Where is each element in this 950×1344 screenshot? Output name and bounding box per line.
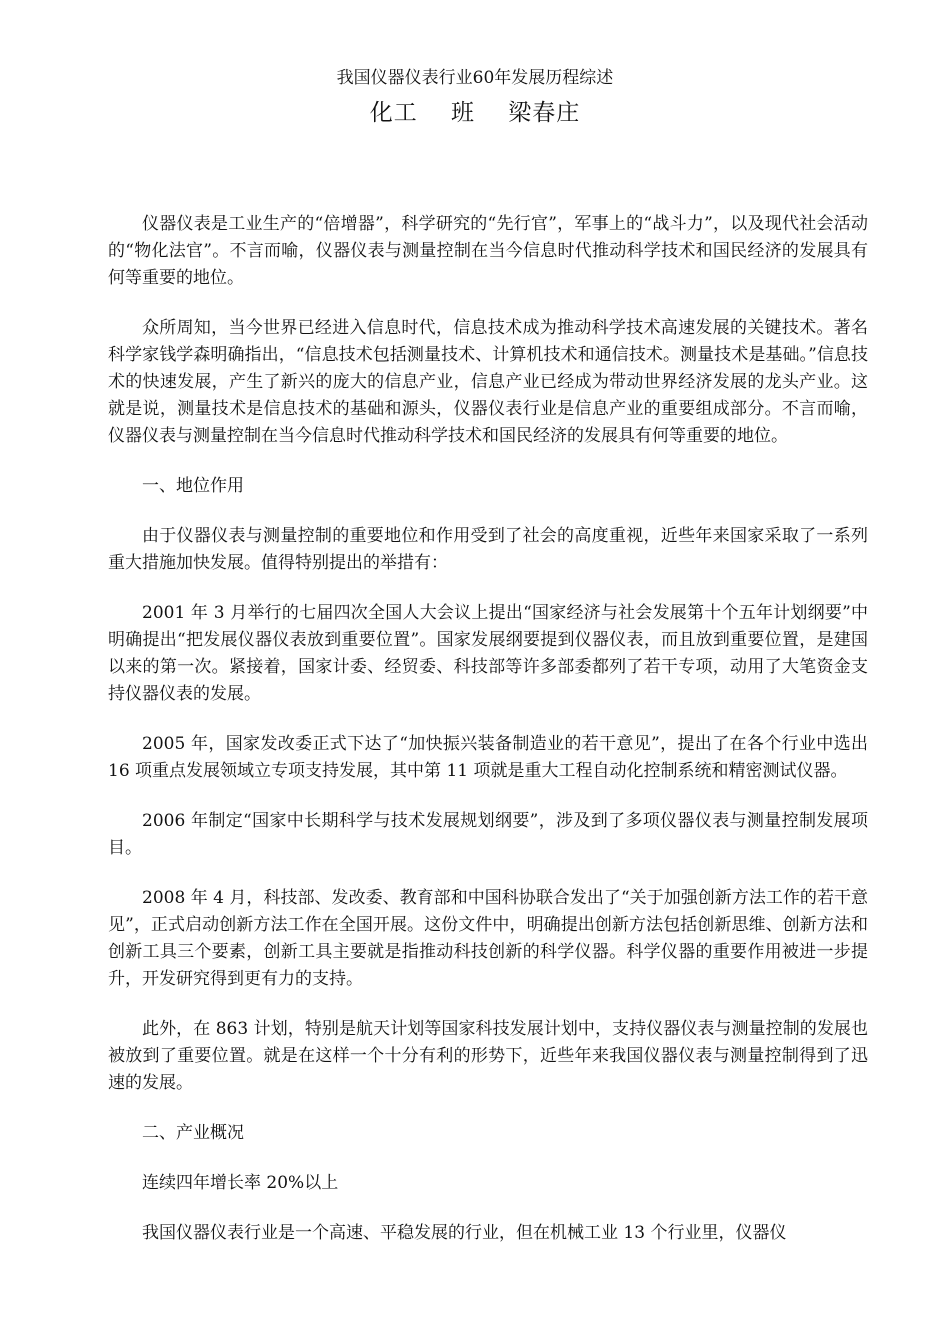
paragraph-industry-overview: 我国仪器仪表行业是一个高速、平稳发展的行业，但在机械工业 13 个行业里，仪器仪 bbox=[142, 1223, 787, 1243]
paragraph-2006: 2006 年制定“国家中长期科学与技术发展规划纲要”，涉及到了多项仪器仪表与测量控制发展项目。 bbox=[108, 811, 868, 858]
paragraph-2001: 2001 年 3 月举行的七届四次全国人大会议上提出“国家经济与社会发展第十个五年计划纲要”中明确提出“把发展仪器仪表放到重要位置”。国家发展纲要提到仪器仪表，而且放到重要位置，是建国以来的第一次。紧接着，国家计委、经贸委、科技部等许多部委都列了若干专项，动用了大笔资金支持仪器仪表的发展。 bbox=[108, 603, 868, 704]
section-heading-role: 一、地位作用 bbox=[142, 476, 244, 496]
paragraph-2008: 2008 年 4 月，科技部、发改委、教育部和中国科协联合发出了“关于加强创新方法工作的若干意见”，正式启动创新方法工作在全国开展。这份文件中，明确提出创新方法包括创新思维、创新方法和创新工具三个要素，创新工具主要就是指推动科技创新的科学仪器。科学仪器的重要作用被进一步提升，开发研究得到更有力的支持。 bbox=[108, 888, 868, 989]
paragraph-measures: 由于仪器仪表与测量控制的重要地位和作用受到了社会的高度重视，近些年来国家采取了一系列重大措施加快发展。值得特别提出的举措有： bbox=[108, 526, 868, 573]
paragraph-2005: 2005 年，国家发改委正式下达了“加快振兴装备制造业的若干意见”，提出了在各个行业中选出 16 项重点发展领域立专项支持发展，其中第 11 项就是重大工程自动化控制系统和精密测试仪器。 bbox=[108, 734, 868, 781]
document-body bbox=[108, 211, 868, 1270]
document-title: 我国仪器仪表行业60年发展历程综述 bbox=[336, 68, 614, 88]
paragraph-information-age: 众所周知，当今世界已经进入信息时代，信息技术成为推动科学技术高速发展的关键技术。著名科学家钱学森明确指出，“信息技术包括测量技术、计算机技术和通信技术。测量技术是基础。”信息技术的快速发展，产生了新兴的庞大的信息产业，信息产业已经成为带动世界经济发展的龙头产业。这就是说，测量技术是信息技术的基础和源头，仪器仪表行业是信息产业的重要组成部分。不言而喻，仪器仪表与测量控制在当今信息时代推动科学技术和国民经济的发展具有何等重要的地位。 bbox=[108, 318, 868, 446]
section-heading-industry: 二、产业概况 bbox=[142, 1123, 244, 1143]
document-author: 化工 班 梁春庄 bbox=[369, 100, 581, 126]
paragraph-intro: 仪器仪表是工业生产的“倍增器”，科学研究的“先行官”，军事上的“战斗力”，以及现代社会活动的“物化法官”。不言而喻，仪器仪表与测量控制在当今信息时代推动科学技术和国民经济的发展具有何等重要的地位。 bbox=[108, 214, 868, 288]
subheading-growth: 连续四年增长率 20%以上 bbox=[142, 1173, 339, 1193]
paragraph-863: 此外，在 863 计划，特别是航天计划等国家科技发展计划中，支持仪器仪表与测量控制的发展也被放到了重要位置。就是在这样一个十分有利的形势下，近些年来我国仪器仪表与测量控制得到了迅速的发展。 bbox=[108, 1019, 868, 1093]
